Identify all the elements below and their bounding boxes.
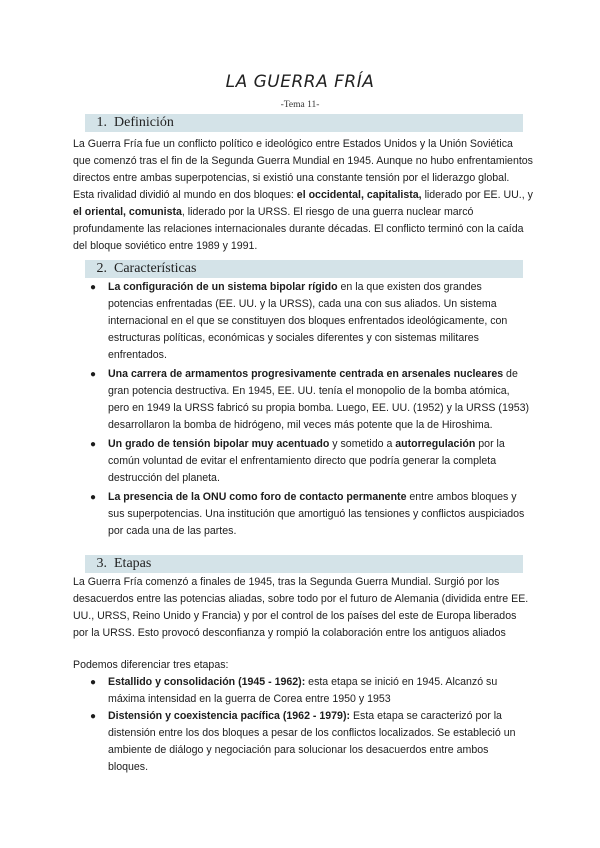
section-heading-definicion	[85, 114, 523, 132]
section-heading-etapas	[85, 555, 523, 573]
list-item	[90, 674, 530, 708]
list-item	[90, 279, 530, 364]
section-title: Características	[114, 261, 197, 276]
definicion-paragraph	[73, 136, 533, 255]
list-item	[90, 436, 530, 487]
etapas-paragraph: La Guerra Fría comenzó a finales de 1945, tras la Segunda Guerra Mundial. Surgió por los desacuerdos entre las potencias aliadas, sobre todo por el futuro de Alemania (dividida entre EE. UU., URSS, Reino Unido y Francia) y por el control de los países del este de Europa liberados por la URSS. Esto provocó desconfianza y rompió la colaboración entre los antiguos aliados	[73, 576, 529, 639]
text-run: entre ambos bloques y sus superpotencias. Una institución que amortiguó las tensiones y conflictos auspiciados por cada una de las partes.	[108, 491, 525, 537]
bold-run: La configuración de un sistema bipolar rígido	[108, 281, 338, 293]
list-item	[90, 708, 530, 776]
text-run: liderado por EE. UU., y	[421, 189, 533, 201]
bullet-icon: ●	[90, 711, 97, 722]
bold-run: el oriental, comunista	[73, 206, 182, 218]
text-run: en la que existen dos grandes potencias enfrentadas (EE. UU. y la URSS), cada una con sus aliados. Un sistema internacional en el que se constituyen dos bloques enfrentados ideológicamente, con estructuras políticas, económicas y sociales diferentes y con sistemas militares enfrentados.	[108, 281, 508, 361]
bullet-icon: ●	[90, 439, 97, 450]
bullet-icon: ●	[90, 677, 97, 688]
text-run: esta etapa se inició en 1945. Alcanzó su máxima intensidad en la guerra de Corea entre 1950 y 1953	[108, 676, 498, 705]
bullet-icon: ●	[90, 369, 97, 380]
section-number: 2.	[96, 261, 107, 276]
text-run: y sometido a	[329, 438, 396, 450]
section-number: 1.	[96, 115, 107, 130]
list-item	[90, 489, 530, 540]
bold-run: Distensión y coexistencia pacífica (1962 - 1979):	[108, 710, 351, 722]
section-number: 3.	[96, 556, 107, 571]
section-heading-caracteristicas	[85, 260, 523, 278]
bold-run: Una carrera de armamentos progresivamente centrada en arsenales nucleares	[108, 368, 504, 380]
text-run: La Guerra Fría fue un conflicto político e ideológico entre Estados Unidos y la Unión Soviética que comenzó tras el fin de la Segunda Guerra Mundial en 1945. Aunque no hubo enfrentamientos directos entre ambas superpotencias, si existió una constante tensión por el liderazgo global. Esta rivalidad dividió al mundo en dos bloques:	[73, 138, 533, 201]
section-title: Etapas	[114, 556, 152, 571]
text-run: de gran potencia destructiva. En 1945, EE. UU. tenía el monopolio de la bomba atómica, pero en 1949 la URSS fabricó su propia bomba. Luego, EE. UU. (1952) y la URSS (1953) desarrollaron la bomba de hidrógeno, mil veces más potente que la de Hiroshima.	[108, 368, 530, 431]
etapas-list	[90, 674, 530, 776]
list-item	[90, 366, 530, 434]
caracteristicas-list	[90, 279, 530, 542]
bullet-icon: ●	[90, 492, 97, 503]
document-title: LA GUERRA FRÍA	[225, 72, 375, 92]
section-title: Definición	[114, 115, 174, 130]
text-run: por la común voluntad de evitar el enfrentamiento directo que podría generar la completa destrucción del planeta.	[108, 438, 505, 484]
bold-run: Un grado de tensión bipolar muy acentuado	[108, 438, 330, 450]
bold-run: el occidental, capitalista,	[296, 189, 422, 201]
bold-run: Estallido y consolidación (1945 - 1962):	[108, 676, 306, 688]
text-run: Esta etapa se caracterizó por la distensión entre los dos bloques a pesar de los conflictos localizados. Se estableció un ambiente de diálogo y negociación para solucionar los desacuerdos entre ambos bloques.	[108, 710, 516, 773]
text-run: , liderado por la URSS. El riesgo de una guerra nuclear marcó profundamente las relaciones internacionales durante décadas. El conflicto terminó con la caída del bloque soviético entre 1989 y 1991.	[73, 206, 524, 252]
bullet-icon: ●	[90, 282, 97, 293]
document-subtitle: -Tema 11-	[280, 100, 320, 110]
etapas-intro: Podemos diferenciar tres etapas:	[73, 659, 229, 671]
bold-run: autorregulación	[395, 438, 476, 450]
bold-run: La presencia de la ONU como foro de contacto permanente	[108, 491, 407, 503]
